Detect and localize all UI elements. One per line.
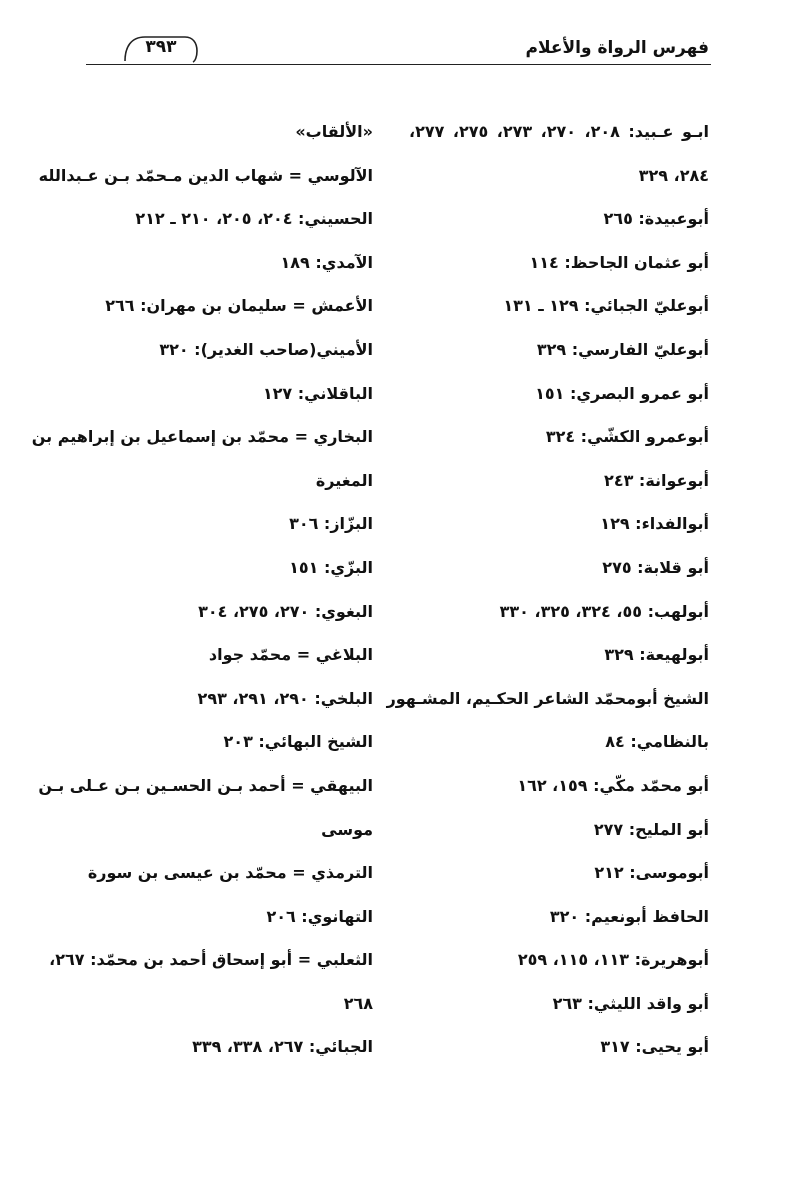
header-rule [86,64,711,65]
index-entry: أبو واقد الليثي: ٢٦٣ [552,993,709,1013]
index-entry: أبوهريرة: ١١٣، ١١٥، ٢٥٩ [517,950,709,970]
index-entry: أبوعوانة: ٢٤٣ [604,470,709,490]
index-entry: أبو المليح: ٢٧٧ [593,819,709,839]
index-entry: الآمدي: ١٨٩ [280,252,373,272]
index-entry: الباقلاني: ١٢٧ [262,383,373,403]
index-entry: الشيخ البهائي: ٢٠٣ [223,732,373,752]
section-heading: «الألقاب» [295,122,373,141]
index-entry: أبولهب: ٥٥، ٣٢٤، ٣٢٥، ٣٣٠ [499,601,709,621]
index-entry: الشيخ أبومحمّد الشاعر الحكـيم، المشـهور [386,688,709,708]
index-entry: أبوعمرو الكشّي: ٣٢٤ [545,427,709,447]
index-entry: أبو قلابة: ٢٧٥ [602,557,709,577]
page-number: ٣٩٣ [145,37,177,57]
index-column-left [31,110,373,1069]
index-entry: الحسيني: ٢٠٤، ٢٠٥، ٢١٠ ـ ٢١٢ [135,209,373,229]
page-number-badge [121,33,201,63]
index-entry: البيهقي = أحمد بـن الحسـين بـن عـلى بـن [38,775,373,795]
index-entry: الجبائي: ٢٦٧، ٣٣٨، ٣٣٩ [192,1037,373,1057]
index-entry: البزّاز: ٣٠٦ [289,514,373,534]
index-entry: أبوعبيدة: ٢٦٥ [603,209,709,229]
index-entry: الحافظ أبونعيم: ٣٢٠ [549,906,709,926]
index-entry: الآلوسي = شهاب الدين مـحمّد بـن عـبدالله [38,165,373,185]
index-entry: أبوعليّ الجبائي: ١٢٩ ـ ١٣١ [503,296,709,316]
index-entry: ٢٨٤، ٣٢٩ [638,165,709,185]
index-entry: أبولهيعة: ٣٢٩ [604,645,709,665]
running-title: فهرس الرواة والأعلام [525,38,709,58]
index-entry: البغوي: ٢٧٠، ٢٧٥، ٣٠٤ [198,601,373,621]
index-entry: أبو محمّد مكّي: ١٥٩، ١٦٢ [517,775,709,795]
index-entry: الأميني(صاحب الغدير): ٣٢٠ [159,339,373,359]
index-entry: البخاري = محمّد بن إسماعيل بن إبراهيم بن [31,427,373,447]
index-entry: أبو عمرو البصري: ١٥١ [535,383,709,403]
index-entry: أبوموسى: ٢١٢ [594,863,709,883]
index-entry: أبو عثمان الجاحظ: ١١٤ [529,252,709,272]
index-entry: الترمذي = محمّد بن عيسى بن سورة [87,863,373,883]
index-entry: أبوالفداء: ١٢٩ [600,514,709,534]
index-entry: الأعمش = سليمان بن مهران: ٢٦٦ [105,296,373,316]
index-entry: أبو يحيى: ٣١٧ [600,1037,709,1057]
index-entry: التهانوي: ٢٠٦ [266,906,373,926]
index-entry: الثعلبي = أبو إسحاق أحمد بن محمّد: ٢٦٧، [49,950,373,970]
index-entry: البزّي: ١٥١ [289,557,373,577]
index-entry: المغيرة [315,470,373,490]
index-entry: ابـو عـبيد: ٢٠٨، ٢٧٠، ٢٧٣، ٢٧٥، ٢٧٧، [409,122,709,141]
index-entry: البلخي: ٢٩٠، ٢٩١، ٢٩٣ [197,688,373,708]
index-column-right [386,110,709,1069]
index-entry: موسى [321,819,373,839]
index-entry: بالنظامي: ٨٤ [605,732,709,752]
index-entry: أبوعليّ الفارسي: ٣٢٩ [536,339,709,359]
index-entry: البلاغي = محمّد جواد [208,645,373,665]
index-entry: ٢٦٨ [343,993,373,1013]
